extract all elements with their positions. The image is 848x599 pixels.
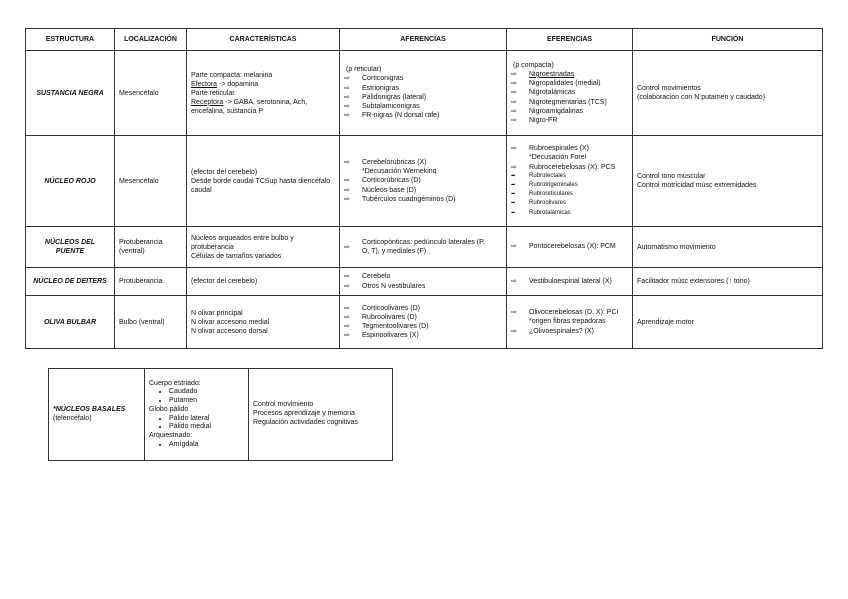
main-table (25, 28, 823, 349)
list-item-text: Subtalamiconigras (362, 103, 420, 111)
list-item (344, 158, 502, 167)
small-arrow-right-icon: ➡ (511, 182, 516, 188)
caracteristica-line: Parte compacta: melanina (191, 71, 273, 79)
eferencias-list (511, 277, 628, 286)
caracteristica-line (191, 98, 335, 116)
estructura-cell: NÚCLEO DE DEITERS (26, 268, 115, 296)
group-label: Globo pálido (149, 405, 189, 413)
eferencias-cell (507, 51, 633, 136)
funcion-line: Aprendizaje motor (637, 318, 694, 326)
list-item: • Amígdala (169, 441, 244, 450)
list-item (344, 195, 502, 204)
nucleos-basales-table (48, 368, 393, 461)
group-label: Arquiestriado: (149, 431, 193, 439)
caracteristica-line: (efector del cerebelo) (191, 168, 258, 176)
list-item (511, 70, 628, 79)
aferencias-list (344, 304, 502, 341)
list-item-text: FR-nigras (N dorsal rafe) (362, 112, 440, 120)
arrow-right-outline-icon: ⇨ (511, 277, 517, 285)
list-item (344, 331, 502, 340)
list-item (511, 308, 628, 317)
list-item (344, 272, 502, 281)
aferencias-cell (340, 268, 507, 296)
arrow-right-outline-icon: ⇨ (511, 80, 517, 88)
list-item-text: Nigropalidales (medial) (529, 80, 601, 88)
list-item (344, 102, 502, 111)
list-item (344, 176, 502, 185)
localizacion-cell: Mesencéfalo (115, 136, 187, 227)
funcion-cell (633, 227, 823, 268)
list-item-text: Estrionigras (362, 84, 399, 92)
caracteristica-text: -> dopamina (217, 80, 259, 88)
small-arrow-right-icon: ➡ (511, 200, 516, 207)
list-item (344, 93, 502, 102)
funcion-cell (633, 136, 823, 227)
list-item-text: Palidonigras (lateral) (362, 93, 427, 101)
arrow-right-outline-icon: ⇨ (344, 112, 350, 120)
list-item: • Putamen (169, 397, 244, 406)
aferencias-cell (340, 51, 507, 136)
eferencias-cell (507, 268, 633, 296)
list-item-text: *Decusación Wernekinq (362, 168, 437, 176)
eferencias-cell (507, 296, 633, 349)
list-item (511, 98, 628, 107)
arrow-right-outline-icon: ⇨ (511, 89, 517, 97)
list-item: • Pálido medial (169, 423, 244, 432)
eferencias-list (511, 144, 628, 218)
funcion-line: Regulación actividades cognitivas (253, 418, 359, 426)
localizacion-cell: Protuberancia (ventral) (115, 227, 187, 268)
header-funcion: FUNCIÓN (633, 29, 823, 51)
arrow-right-outline-icon: ⇨ (344, 103, 350, 111)
list-item-text: Corticonigras (362, 75, 404, 83)
list-item (344, 238, 502, 256)
small-arrow-right-icon: ➡ (511, 172, 516, 179)
list-item (511, 163, 628, 172)
list-item (511, 79, 628, 88)
group-label: Cuerpo estriado: (149, 379, 201, 387)
arrow-right-outline-icon: ⇨ (344, 195, 350, 203)
arrow-right-outline-icon: ⇨ (511, 327, 517, 335)
caracteristicas-cell (187, 51, 340, 136)
small-arrow-right-icon: ➡ (511, 191, 516, 198)
funcion-cell (633, 296, 823, 349)
table-row (26, 136, 823, 227)
eferencias-prefix: (p compacta) (513, 61, 554, 69)
list-item-text: Rubrotrigeminales (529, 182, 578, 188)
funcion-line: Procesos aprendizaje y memoria (253, 410, 355, 418)
list-item (344, 304, 502, 313)
list-item-text: Núcleos base (D) (362, 186, 417, 194)
caracteristica-line: Desde borde caudal TCSup hasta diencéfalo caudal (191, 177, 331, 194)
basales-subtitle: (telencéfalo) (53, 414, 92, 422)
list-item-text: Tegmentoolivares (D) (362, 323, 429, 330)
arrow-right-outline-icon: ⇨ (511, 70, 517, 78)
aferencias-list (344, 74, 502, 120)
estructura-cell: NÚCLEOS DEL PUENTE (26, 227, 115, 268)
list-item (344, 111, 502, 120)
list-item-text: Pontocerebelosas (X): PCM (529, 243, 616, 251)
arrow-right-outline-icon: ⇨ (511, 116, 517, 124)
aferencias-cell (340, 227, 507, 268)
caracteristicas-cell (187, 296, 340, 349)
list-item (511, 190, 628, 199)
basales-components-cell (145, 369, 249, 461)
eferencias-list (511, 242, 628, 251)
list-item (511, 199, 628, 208)
caracteristica-line (191, 80, 335, 89)
list-item-text: *origen fibras trepadoras (529, 318, 606, 326)
arrow-right-outline-icon: ⇨ (344, 273, 350, 281)
list-item-text: Nigroamigdalinas (529, 107, 584, 115)
caracteristica-line: N olivar accesorio medial (191, 318, 270, 326)
eferencias-cell (507, 227, 633, 268)
arrow-right-outline-icon: ⇨ (344, 323, 350, 330)
aferencias-list (344, 238, 502, 256)
list-item-text: Rubroolivares (529, 200, 567, 207)
list-item-text: Vestibuloespinal lateral (X) (529, 277, 612, 285)
list-item (511, 242, 628, 251)
arrow-right-outline-icon: ⇨ (511, 98, 517, 106)
arrow-right-outline-icon: ⇨ (344, 177, 350, 185)
caracteristica-text: -> GABA, serotonina, Ach, encefalina, sustancia P (191, 98, 308, 115)
arrow-right-outline-icon: ⇨ (511, 145, 517, 153)
header-aferencias: AFERENCIAS (340, 29, 507, 51)
small-arrow-right-icon: ➡ (511, 209, 516, 216)
list-item (511, 107, 628, 116)
caracteristica-underlined: Efectora (191, 80, 218, 88)
list-item-text: Olivocerebelosas (D, X): PCI (529, 309, 619, 317)
list-item-text: Rubrotectales (529, 172, 567, 179)
header-eferencias: EFERENCIAS (507, 29, 633, 51)
list-item: • Pálido lateral (169, 415, 244, 424)
list-item (344, 186, 502, 195)
list-item-text: Nigrotegmentarias (TCS) (529, 98, 607, 106)
list-item (511, 116, 628, 125)
list-item (511, 327, 628, 336)
table-row (26, 51, 823, 136)
eferencias-cell (507, 136, 633, 227)
funcion-line: (colaboración con N putamen y caudado) (637, 94, 766, 101)
caracteristicas-cell (187, 227, 340, 268)
aferencias-list (344, 272, 502, 290)
header-caracteristicas: CARACTERÍSTICAS (187, 29, 340, 51)
list-item (511, 317, 628, 326)
funcion-line: Facilitador músc extensores (↑ tono) (637, 278, 750, 285)
list-item (344, 322, 502, 331)
arrow-right-outline-icon: ⇨ (344, 93, 350, 101)
list-item-text: Nigrotalámicas (529, 89, 576, 97)
localizacion-cell: Bulbo (ventral) (115, 296, 187, 349)
header-localizacion: LOCALIZACIÓN (115, 29, 187, 51)
list-item-text: Rubroreticulares (529, 191, 574, 198)
estructura-cell: OLIVA BULBAR (26, 296, 115, 349)
arrow-right-outline-icon: ⇨ (344, 282, 350, 290)
aferencias-prefix: (p reticular) (346, 66, 382, 74)
list-item (511, 153, 628, 162)
list-item (511, 209, 628, 218)
list-item-text: Rubrotalámicas (529, 209, 571, 216)
list-item (511, 172, 628, 181)
localizacion-cell: Protuberancia (115, 268, 187, 296)
list-item-text: Rubroespinales (X) (529, 145, 589, 153)
arrow-right-outline-icon: ⇨ (344, 304, 350, 312)
list-item-text: ¿Olivoespinales? (X) (529, 327, 594, 335)
group-list (149, 415, 244, 432)
list-item (344, 84, 502, 93)
funcion-line: Control motricidad músc extremidades (637, 182, 757, 189)
list-item-text: Otros N vestibulares (362, 282, 426, 290)
header-estructura: ESTRUCTURA (26, 29, 115, 51)
list-item (344, 74, 502, 83)
table-row (49, 369, 393, 461)
list-item (344, 313, 502, 322)
arrow-right-outline-icon: ⇨ (511, 107, 517, 115)
funcion-cell (633, 268, 823, 296)
arrow-right-outline-icon: ⇨ (344, 313, 350, 321)
arrow-right-outline-icon: ⇨ (344, 84, 350, 92)
list-item (344, 167, 502, 176)
arrow-right-outline-icon: ⇨ (344, 158, 350, 166)
funcion-line: Control movimiento (253, 401, 314, 409)
table-row (26, 268, 823, 296)
arrow-right-outline-icon: ⇨ (344, 186, 350, 194)
arrow-right-outline-icon: ⇨ (344, 75, 350, 83)
caracteristicas-cell (187, 136, 340, 227)
funcion-cell (633, 51, 823, 136)
group-list (149, 388, 244, 405)
caracteristica-line: Parte reticular (191, 89, 235, 97)
group-list (149, 441, 244, 450)
caracteristicas-cell (187, 268, 340, 296)
arrow-right-outline-icon: ⇨ (344, 243, 350, 251)
caracteristica-line: N olivar principal (191, 309, 243, 317)
list-item-text: Cerebelorúbricas (X) (362, 158, 427, 166)
caracteristica-line: Células de tamaños variados (191, 252, 282, 260)
table-row (26, 227, 823, 268)
caracteristica-underlined: Receptora (191, 98, 224, 106)
list-item-text: Espinoolivares (X) (362, 332, 419, 340)
estructura-cell: NÚCLEO ROJO (26, 136, 115, 227)
list-item-text: *Decusación Forel (529, 154, 587, 162)
list-item: • Caudado (169, 388, 244, 397)
list-item-text: Corticorúbricas (D) (362, 177, 421, 185)
funcion-line: Automatismo movimiento (637, 243, 716, 251)
list-item (511, 144, 628, 153)
arrow-right-outline-icon: ⇨ (344, 332, 350, 340)
aferencias-cell (340, 136, 507, 227)
eferencias-list (511, 70, 628, 125)
list-item-text: Rubroolivares (D) (362, 313, 417, 321)
basales-title: *NÚCLEOS BASALES (53, 405, 126, 413)
arrow-right-outline-icon: ⇨ (511, 243, 517, 251)
list-item-text: Nigroestriadas (529, 70, 575, 78)
header-row (26, 29, 823, 51)
eferencias-list (511, 308, 628, 336)
list-item-text: Corticopónticas: pedúnculo laterales (P, O, T), y mediales (F) (362, 238, 485, 255)
list-item (344, 282, 502, 291)
aferencias-list (344, 158, 502, 204)
list-item (511, 277, 628, 286)
caracteristica-line: (efector del cerebelo) (191, 278, 258, 285)
basales-funcion-cell (249, 369, 393, 461)
arrow-right-outline-icon: ⇨ (511, 309, 517, 317)
localizacion-cell: Mesencéfalo (115, 51, 187, 136)
list-item-text: Rubrocerebelosas (X): PCS (529, 163, 616, 171)
funcion-line: Control movimientos (637, 85, 701, 92)
caracteristica-line: Núcleos arqueados entre bulbo y protuberancia (191, 234, 294, 251)
arrow-right-outline-icon: ⇨ (511, 163, 517, 171)
estructura-cell: SUSTANCIA NEGRA (26, 51, 115, 136)
caracteristica-line: N olivar accesorio dorsal (191, 327, 268, 335)
aferencias-cell (340, 296, 507, 349)
table-row (26, 296, 823, 349)
list-item (511, 88, 628, 97)
list-item-text: Tubérculos cuadrigéminos (D) (362, 195, 456, 203)
list-item (511, 181, 628, 190)
funcion-line: Control tono muscular (637, 173, 706, 180)
basales-title-cell (49, 369, 145, 461)
list-item-text: Corticoolivares (D) (362, 304, 420, 312)
list-item-text: Cerebelo (362, 273, 391, 281)
list-item-text: Nigro-FR (529, 116, 558, 124)
